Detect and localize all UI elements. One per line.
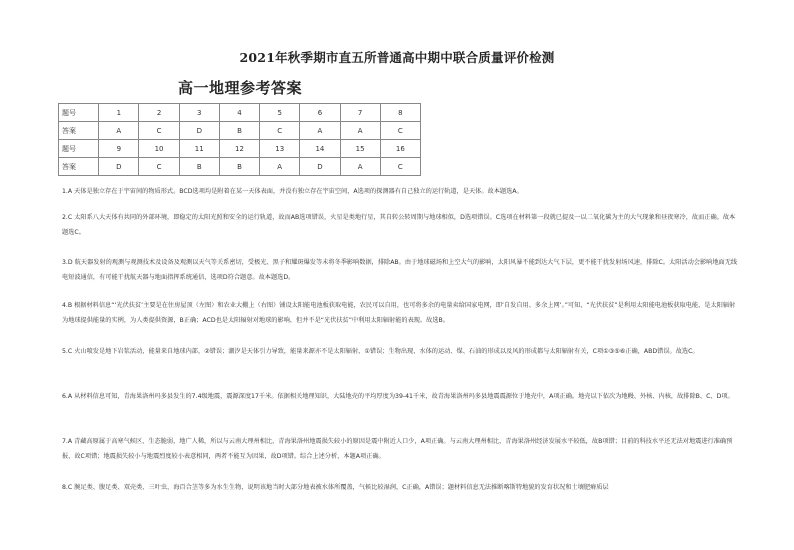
explanation-paragraph: 6.A 从材料信息可知，青海果洛州玛多县发生的7.4级地震，震源深度17千米。依据相关地理知识，大陆地壳的平均厚度为39-41千米，故青海果洛州玛多县地震震源位于地壳中，A项正确。地壳以下依次为地幔、外核、内核，故排除B、C、D项。 [62, 393, 734, 400]
table-cell: C [380, 122, 420, 140]
table-cell: 6 [300, 104, 340, 122]
table-cell: B [219, 158, 259, 176]
table-cell: 题号 [59, 140, 99, 158]
table-cell: C [139, 122, 179, 140]
table-cell: A [300, 122, 340, 140]
document-title: 2021年秋季期市直五所普通高中期中联合质量评价检测 [239, 50, 555, 65]
table-cell: 16 [380, 140, 420, 158]
answer-table [58, 103, 421, 176]
explanation-paragraph: 2.C 太阳系八大天体有共同的外部环境，即稳定的太阳光照和安全的运行轨道，故而AB选项错误，火星是类地行星，其自转公转周期与地球相似，D选项错误。C选项在材料第一段就已提及一以二氧化碳为主的大气现象和昼夜寒冷，故而正确。故本题选C。 [62, 214, 736, 236]
table-cell: D [99, 158, 139, 176]
table-row [59, 140, 421, 158]
explanation-paragraph: 8.C 腕足类、腹足类、双壳类、三叶虫、海百合茎等多为水生生物，说明该地当时大部分地表被水体所覆盖，气候比较湿润，C正确，A错误；题材料信息无法推断喀斯特地貌的发育状况和土壤肥瘠质层 [62, 484, 609, 491]
table-cell: 11 [179, 140, 219, 158]
explanation-paragraph: 4.B 根据材料信息“‘光伏扶贫’主要是在住房屋顶（左图）和农业大棚上（右图）铺设太阳能电池板获取电能，农民可以自用，也可将多余的电量卖给国家电网，即‘自发自用、多余上网’。”可知，“光伏扶贫”是利用太阳能电池板获取电能，是太阳辐射为地球提供能量的实例，为人类提供资源，B正确；ACD也是太阳辐射对地球的影响，但并不是“光伏扶贫”中利用太阳辐射能的表现。故选B。 [62, 302, 736, 324]
table-cell: 9 [99, 140, 139, 158]
table-cell: C [380, 158, 420, 176]
explanation-paragraph: 3.D 航天器发射的观测与观测技术及设备及观测以天气等关系密切，受极光、黑子和耀斑爆发等未将冬季影响数据，排除AB。由于地球磁场和上空大气的影响，太阳风暴不能到达大气下层，更不能干扰发射场风速，排除C。太阳活动会影响地面无线电短波通信，有可能干扰航天器与地面指挥系统通信，选项D符合题意。故本题选D。 [62, 259, 738, 281]
table-row [59, 104, 421, 122]
table-cell: D [300, 158, 340, 176]
table-cell: 12 [219, 140, 259, 158]
table-cell: 1 [99, 104, 139, 122]
table-cell: C [260, 122, 300, 140]
table-cell: 10 [139, 140, 179, 158]
explanation-paragraph: 7.A 青藏高原属于高寒气候区，生态脆弱，地广人稀，所以与云南大理州相比，青海果洛州地震损失较小的原因是震中附近人口少，A项正确。与云南大理州相比，青海果洛州经济发展水平较低，故B项错；目前的科技水平还无法对地震进行准确预报，故C项错；地震损失较小与地震烈度较小表意相同，两者不能互为因果，故D项错。综合上述分析，本题A项正确。 [62, 438, 733, 460]
table-cell: A [99, 122, 139, 140]
table-cell: 13 [260, 140, 300, 158]
table-cell: A [260, 158, 300, 176]
explanation-paragraph: 5.C 火山喷发是地下岩浆活动，能量来自地球内部，②错误；潮汐是天体引力导致，能量来源亦不是太阳辐射，①错误；生物出现、水体的运动、煤、石油的形成以及风的形成都与太阳辐射有关，C项①③⑤⑥正确，ABD错误。故选C。 [62, 348, 699, 355]
table-cell: 题号 [59, 104, 99, 122]
table-cell: B [179, 158, 219, 176]
table-cell: 4 [219, 104, 259, 122]
table-cell: A [340, 158, 380, 176]
explanation-paragraph: 1.A 天体是独立存在于宇宙间的物质形式。BCD选项均是附着在某一天体表面，并没有独立存在宇宙空间，A选项的探测器有自己独立的运行轨道，是天体。故本题选A。 [62, 188, 523, 195]
table-row [59, 158, 421, 176]
table-cell: C [139, 158, 179, 176]
table-cell: 7 [340, 104, 380, 122]
table-cell: A [340, 122, 380, 140]
table-cell: 14 [300, 140, 340, 158]
table-cell: D [179, 122, 219, 140]
table-cell: 15 [340, 140, 380, 158]
document-subtitle: 高一地理参考答案 [178, 79, 303, 97]
table-cell: 8 [380, 104, 420, 122]
table-cell: 2 [139, 104, 179, 122]
table-cell: 3 [179, 104, 219, 122]
table-cell: B [219, 122, 259, 140]
table-cell: 5 [260, 104, 300, 122]
table-cell: 答案 [59, 122, 99, 140]
table-cell: 答案 [59, 158, 99, 176]
table-row [59, 122, 421, 140]
